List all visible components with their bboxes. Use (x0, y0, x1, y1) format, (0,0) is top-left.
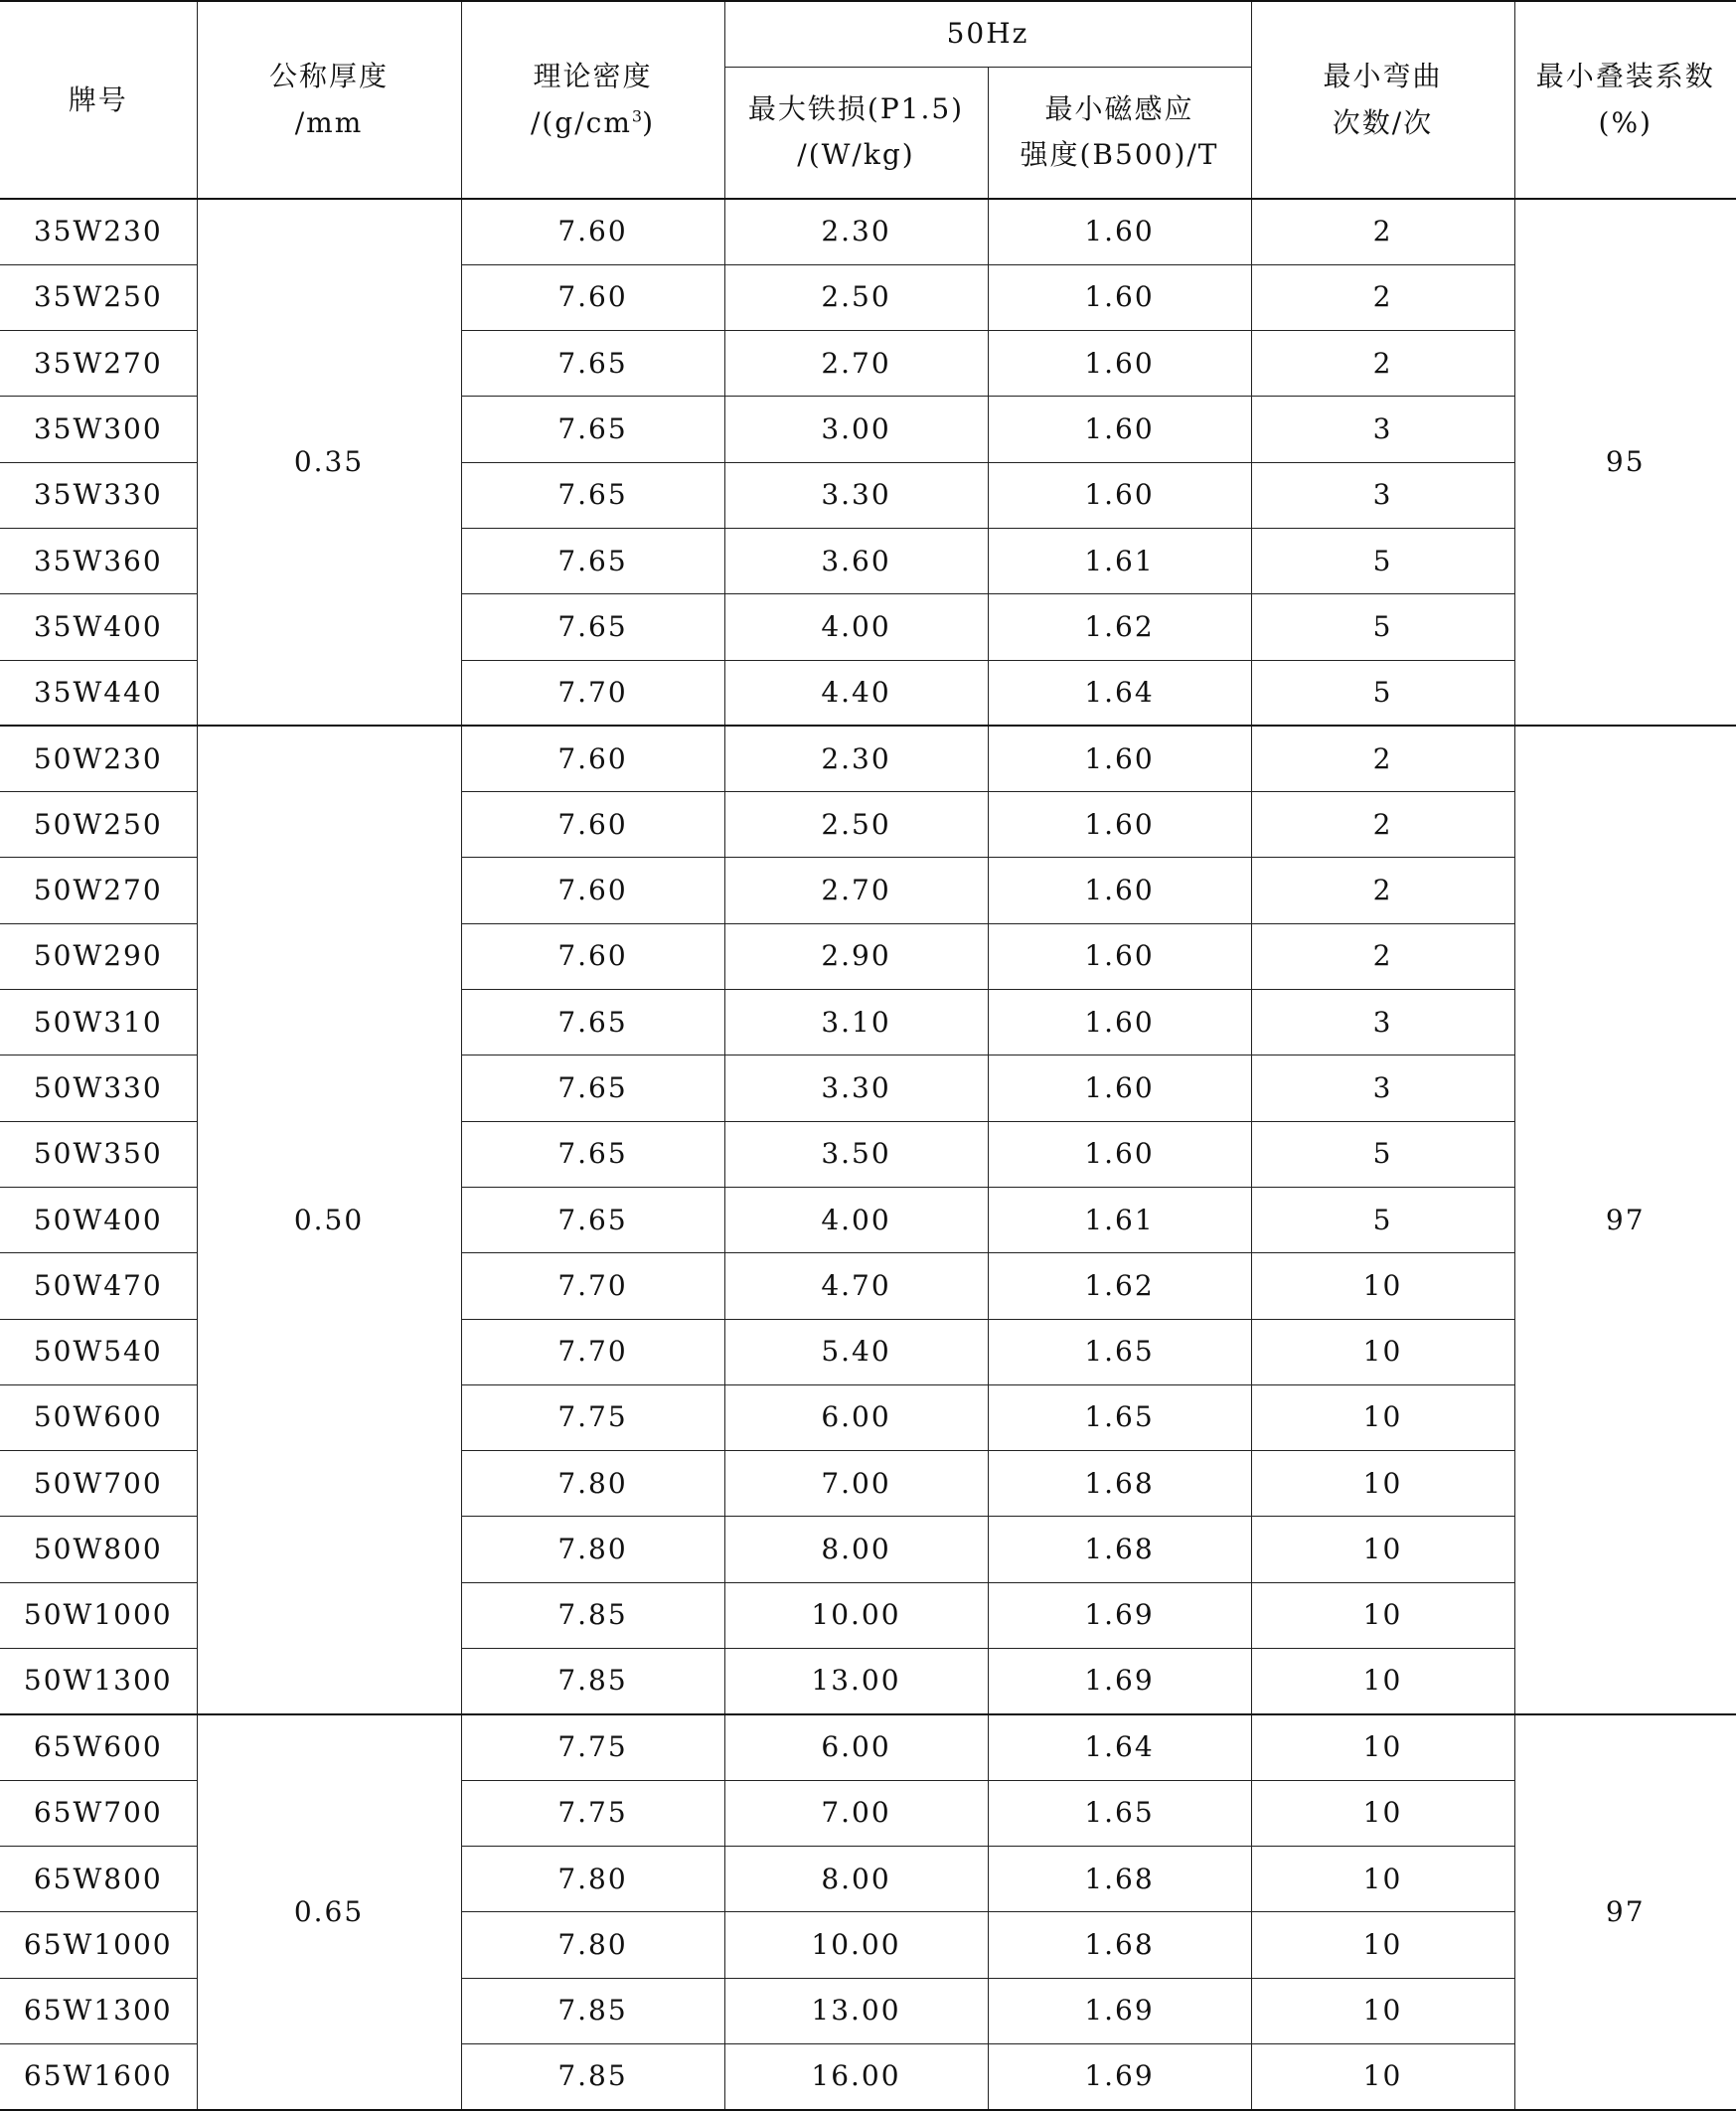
cell-loss: 2.30 (724, 726, 988, 791)
cell-loss: 6.00 (724, 1714, 988, 1780)
header-brand (0, 1, 197, 199)
cell-density: 7.60 (461, 792, 724, 858)
cell-bend: 10 (1251, 1846, 1514, 1911)
header-thickness-line1: 公称厚度 (198, 54, 461, 99)
cell-induction: 1.60 (988, 726, 1251, 791)
cell-bend: 10 (1251, 1978, 1514, 2043)
cell-brand: 65W1300 (0, 1978, 197, 2043)
cell-induction: 1.61 (988, 528, 1251, 593)
cell-bend: 5 (1251, 1121, 1514, 1187)
cell-brand: 35W300 (0, 397, 197, 462)
cell-loss: 16.00 (724, 2043, 988, 2109)
table-row (0, 726, 1736, 791)
header-stacking-line2: (%) (1515, 100, 1736, 146)
cell-induction: 1.60 (988, 1121, 1251, 1187)
cell-density: 7.80 (461, 1451, 724, 1517)
cell-brand: 50W1000 (0, 1582, 197, 1648)
cell-bend: 2 (1251, 858, 1514, 923)
cell-induction: 1.60 (988, 858, 1251, 923)
cell-loss: 2.70 (724, 331, 988, 397)
cell-loss: 2.90 (724, 923, 988, 989)
cell-brand: 50W330 (0, 1056, 197, 1121)
cell-bend: 10 (1251, 1384, 1514, 1450)
cell-brand: 65W1600 (0, 2043, 197, 2109)
cell-brand: 35W230 (0, 199, 197, 264)
header-induction-line1: 最小磁感应 (989, 86, 1251, 132)
cell-induction: 1.60 (988, 990, 1251, 1056)
cell-thickness: 0.65 (197, 1714, 461, 2110)
cell-density: 7.65 (461, 1121, 724, 1187)
header-induction (988, 67, 1251, 199)
cell-bend: 10 (1251, 1517, 1514, 1582)
cell-loss: 10.00 (724, 1582, 988, 1648)
cell-induction: 1.65 (988, 1780, 1251, 1846)
cell-loss: 3.50 (724, 1121, 988, 1187)
cell-brand: 50W310 (0, 990, 197, 1056)
cell-brand: 50W270 (0, 858, 197, 923)
cell-bend: 3 (1251, 990, 1514, 1056)
cell-induction: 1.62 (988, 594, 1251, 660)
cell-density: 7.65 (461, 1187, 724, 1252)
header-thickness (197, 1, 461, 199)
cell-loss: 13.00 (724, 1978, 988, 2043)
cell-density: 7.80 (461, 1846, 724, 1911)
cell-density: 7.75 (461, 1714, 724, 1780)
cell-loss: 2.30 (724, 199, 988, 264)
cell-induction: 1.65 (988, 1384, 1251, 1450)
cell-density: 7.65 (461, 397, 724, 462)
cell-density: 7.70 (461, 660, 724, 726)
cell-bend: 2 (1251, 726, 1514, 791)
cell-bend: 10 (1251, 1319, 1514, 1384)
cell-loss: 3.60 (724, 528, 988, 593)
header-density-unit-exponent: 3 (632, 106, 642, 125)
cell-loss: 2.50 (724, 792, 988, 858)
cell-induction: 1.69 (988, 1582, 1251, 1648)
header-stacking (1514, 1, 1736, 199)
cell-bend: 5 (1251, 1187, 1514, 1252)
cell-induction: 1.60 (988, 397, 1251, 462)
cell-loss: 6.00 (724, 1384, 988, 1450)
cell-thickness: 0.35 (197, 199, 461, 726)
header-bend-line2: 次数/次 (1252, 100, 1514, 146)
cell-bend: 3 (1251, 462, 1514, 528)
cell-induction: 1.60 (988, 923, 1251, 989)
cell-induction: 1.69 (988, 1978, 1251, 2043)
cell-bend: 5 (1251, 660, 1514, 726)
cell-bend: 10 (1251, 1582, 1514, 1648)
cell-bend: 2 (1251, 199, 1514, 264)
cell-brand: 50W540 (0, 1319, 197, 1384)
cell-density: 7.80 (461, 1517, 724, 1582)
cell-density: 7.65 (461, 331, 724, 397)
cell-stacking: 97 (1514, 726, 1736, 1713)
cell-loss: 8.00 (724, 1517, 988, 1582)
header-frequency-label: 50Hz (947, 17, 1029, 50)
header-thickness-line2: /mm (198, 100, 461, 146)
cell-brand: 50W800 (0, 1517, 197, 1582)
cell-density: 7.65 (461, 528, 724, 593)
cell-density: 7.70 (461, 1319, 724, 1384)
cell-bend: 2 (1251, 792, 1514, 858)
cell-density: 7.75 (461, 1780, 724, 1846)
cell-density: 7.85 (461, 2043, 724, 2109)
cell-density: 7.60 (461, 264, 724, 330)
cell-bend: 2 (1251, 923, 1514, 989)
cell-induction: 1.68 (988, 1451, 1251, 1517)
cell-induction: 1.65 (988, 1319, 1251, 1384)
table-header (0, 1, 1736, 199)
cell-brand: 35W400 (0, 594, 197, 660)
cell-brand: 50W470 (0, 1253, 197, 1319)
header-density-line1: 理论密度 (462, 54, 724, 99)
cell-loss: 3.30 (724, 1056, 988, 1121)
cell-brand: 50W700 (0, 1451, 197, 1517)
cell-brand: 50W230 (0, 726, 197, 791)
cell-induction: 1.62 (988, 1253, 1251, 1319)
header-stacking-line1: 最小叠装系数 (1515, 54, 1736, 99)
header-bend (1251, 1, 1514, 199)
cell-induction: 1.69 (988, 1649, 1251, 1714)
table-row (0, 1714, 1736, 1780)
cell-brand: 35W250 (0, 264, 197, 330)
cell-bend: 2 (1251, 331, 1514, 397)
cell-loss: 3.10 (724, 990, 988, 1056)
cell-density: 7.65 (461, 1056, 724, 1121)
cell-density: 7.75 (461, 1384, 724, 1450)
cell-loss: 3.30 (724, 462, 988, 528)
cell-loss: 5.40 (724, 1319, 988, 1384)
cell-brand: 50W350 (0, 1121, 197, 1187)
header-brand-label: 牌号 (69, 83, 128, 116)
cell-density: 7.65 (461, 990, 724, 1056)
cell-brand: 50W600 (0, 1384, 197, 1450)
header-induction-line2: 强度(B500)/T (989, 132, 1251, 178)
cell-loss: 4.70 (724, 1253, 988, 1319)
header-loss-line2: /(W/kg) (725, 132, 988, 178)
cell-induction: 1.64 (988, 1714, 1251, 1780)
cell-loss: 3.00 (724, 397, 988, 462)
cell-induction: 1.60 (988, 462, 1251, 528)
cell-induction: 1.68 (988, 1517, 1251, 1582)
cell-brand: 50W1300 (0, 1649, 197, 1714)
cell-bend: 5 (1251, 528, 1514, 593)
cell-bend: 10 (1251, 1253, 1514, 1319)
cell-induction: 1.68 (988, 1846, 1251, 1911)
cell-bend: 10 (1251, 1714, 1514, 1780)
cell-loss: 2.70 (724, 858, 988, 923)
cell-induction: 1.64 (988, 660, 1251, 726)
cell-brand: 35W330 (0, 462, 197, 528)
cell-bend: 10 (1251, 1649, 1514, 1714)
cell-density: 7.80 (461, 1912, 724, 1978)
cell-brand: 50W250 (0, 792, 197, 858)
cell-bend: 3 (1251, 1056, 1514, 1121)
cell-brand: 50W290 (0, 923, 197, 989)
header-density-line2 (462, 100, 724, 146)
cell-density: 7.85 (461, 1582, 724, 1648)
cell-brand: 65W800 (0, 1846, 197, 1911)
header-loss (724, 67, 988, 199)
table-body (0, 199, 1736, 2110)
header-density-unit-pre: /(g/cm (531, 106, 632, 139)
cell-loss: 7.00 (724, 1451, 988, 1517)
cell-density: 7.85 (461, 1978, 724, 2043)
cell-density: 7.60 (461, 923, 724, 989)
cell-loss: 7.00 (724, 1780, 988, 1846)
cell-loss: 8.00 (724, 1846, 988, 1911)
header-frequency-group (724, 1, 1251, 67)
cell-bend: 3 (1251, 397, 1514, 462)
cell-density: 7.70 (461, 1253, 724, 1319)
cell-stacking: 95 (1514, 199, 1736, 726)
cell-loss: 10.00 (724, 1912, 988, 1978)
header-bend-line1: 最小弯曲 (1252, 54, 1514, 99)
cell-density: 7.60 (461, 726, 724, 791)
cell-brand: 65W700 (0, 1780, 197, 1846)
cell-density: 7.85 (461, 1649, 724, 1714)
cell-bend: 10 (1251, 1780, 1514, 1846)
cell-density: 7.60 (461, 199, 724, 264)
cell-brand: 65W1000 (0, 1912, 197, 1978)
header-density-unit-post: ) (642, 106, 655, 139)
cell-bend: 10 (1251, 1451, 1514, 1517)
cell-induction: 1.60 (988, 792, 1251, 858)
header-density (461, 1, 724, 199)
cell-loss: 13.00 (724, 1649, 988, 1714)
cell-induction: 1.68 (988, 1912, 1251, 1978)
cell-induction: 1.69 (988, 2043, 1251, 2109)
cell-loss: 4.00 (724, 1187, 988, 1252)
cell-brand: 35W440 (0, 660, 197, 726)
cell-density: 7.65 (461, 462, 724, 528)
cell-bend: 10 (1251, 1912, 1514, 1978)
cell-density: 7.60 (461, 858, 724, 923)
cell-brand: 50W400 (0, 1187, 197, 1252)
cell-stacking: 97 (1514, 1714, 1736, 2110)
cell-bend: 5 (1251, 594, 1514, 660)
cell-loss: 4.00 (724, 594, 988, 660)
table-row (0, 199, 1736, 264)
cell-brand: 65W600 (0, 1714, 197, 1780)
cell-induction: 1.60 (988, 1056, 1251, 1121)
cell-induction: 1.60 (988, 199, 1251, 264)
cell-loss: 4.40 (724, 660, 988, 726)
cell-induction: 1.60 (988, 264, 1251, 330)
cell-loss: 2.50 (724, 264, 988, 330)
cell-induction: 1.60 (988, 331, 1251, 397)
header-loss-line1: 最大铁损(P1.5) (725, 86, 988, 132)
cell-bend: 10 (1251, 2043, 1514, 2109)
cell-bend: 2 (1251, 264, 1514, 330)
cell-induction: 1.61 (988, 1187, 1251, 1252)
cell-thickness: 0.50 (197, 726, 461, 1713)
cell-density: 7.65 (461, 594, 724, 660)
cell-brand: 35W360 (0, 528, 197, 593)
cell-brand: 35W270 (0, 331, 197, 397)
